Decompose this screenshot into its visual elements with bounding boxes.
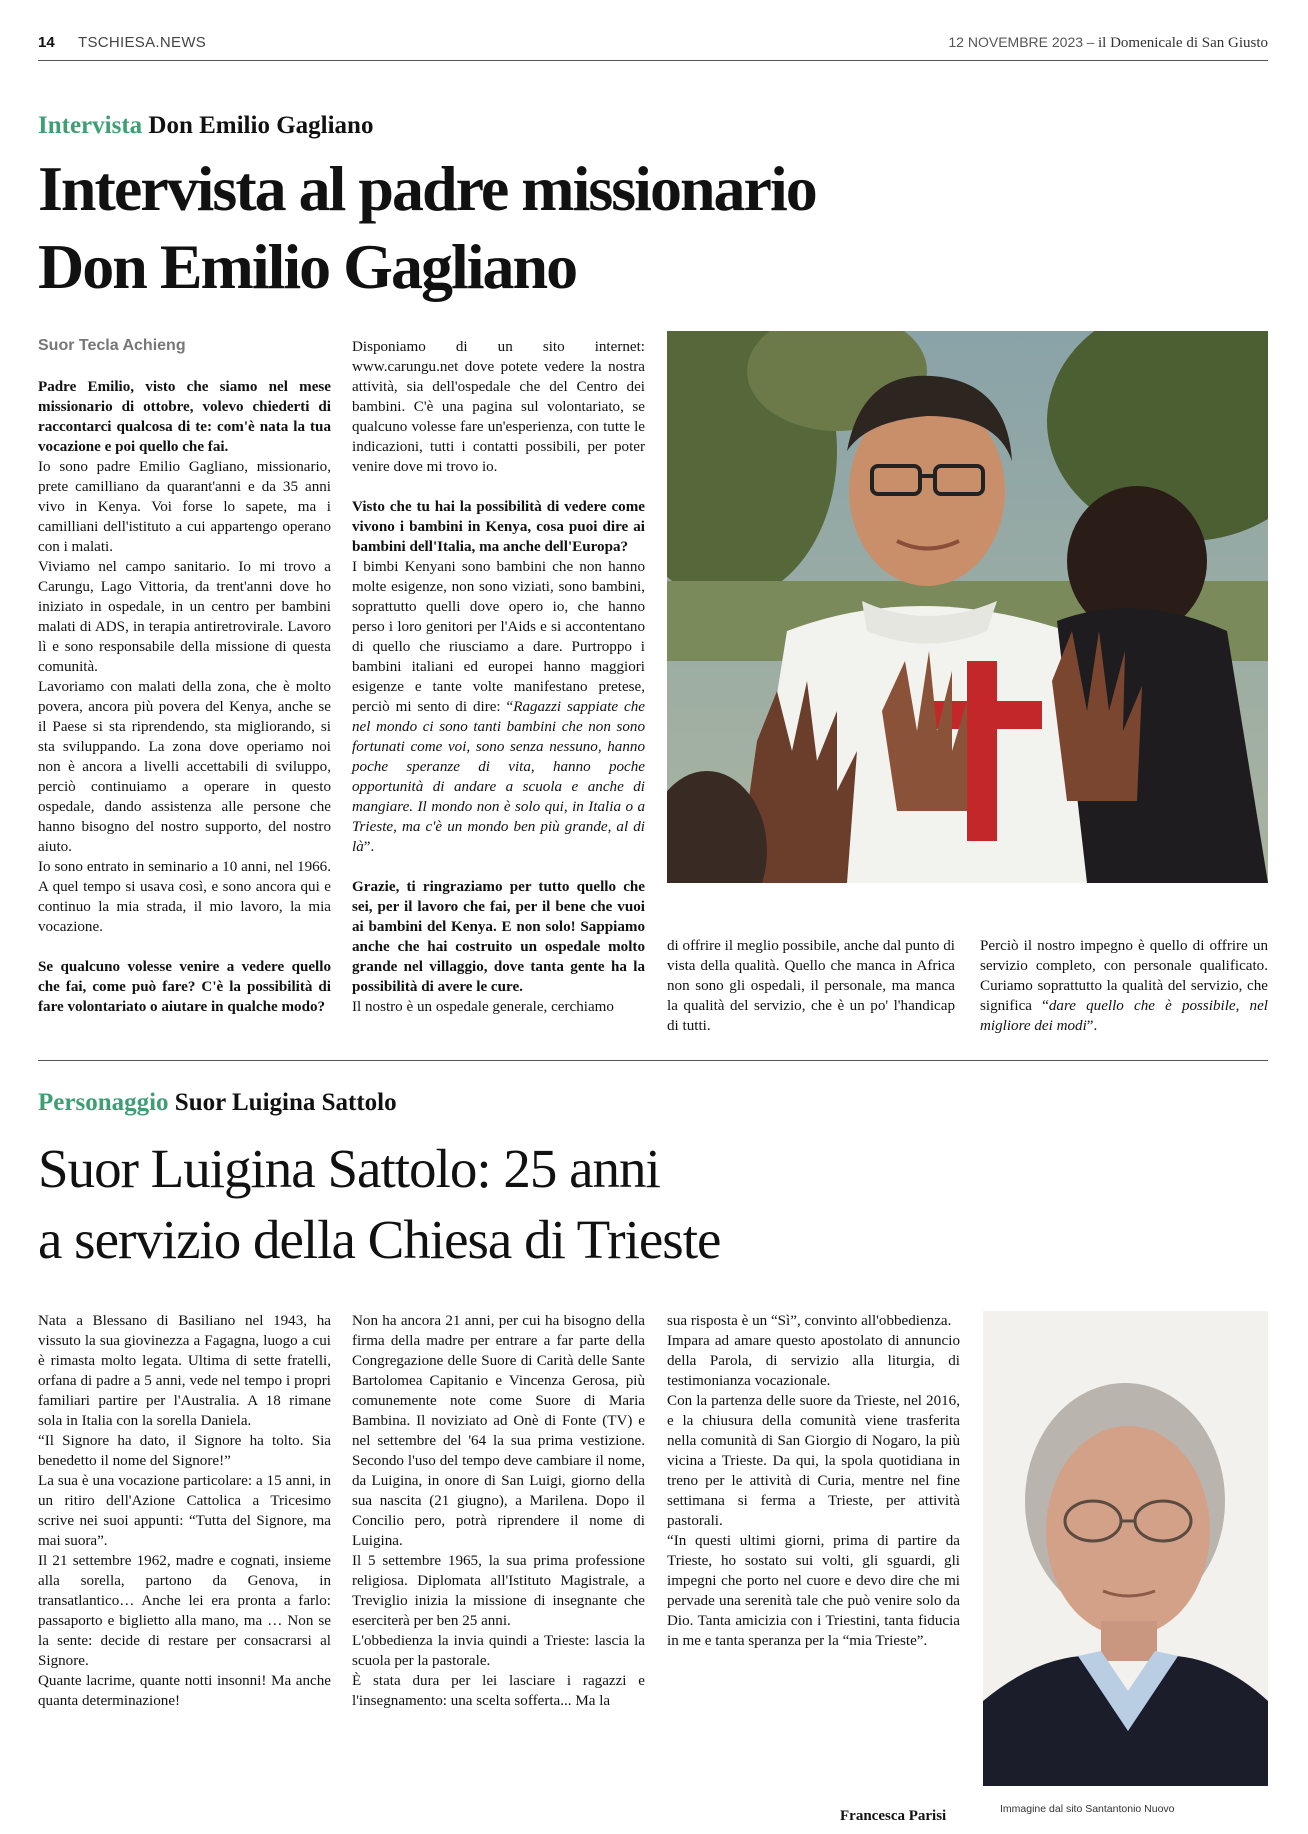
dateline-separator: – (1083, 35, 1099, 51)
article1-headline (38, 150, 1138, 306)
publication-name: il Domenicale di San Giusto (1098, 35, 1268, 51)
paragraph-text: Lavoriamo con malati della zona, che è molto povera, ancora più povera del Kenya, anche se il Paese si sta riprendendo, sta migliorando, si sta sviluppando. La zona dove operiamo noi non è ancora a livelli accettabili di sviluppo, perciò continuiamo a operare in questo ospedale, dando assistenza alle persone che hanno bisogno del nostro supporto, del nostro aiuto. (38, 679, 331, 855)
paragraph: Impara ad amare questo apostolato di annuncio della Parola, di servizio alla liturgia, di testimonianza vocazionale. (667, 1333, 960, 1389)
page-number: 14 (38, 34, 55, 51)
article1-title-line2: Don Emilio Gagliano (38, 231, 577, 302)
paragraph: “In questi ultimi giorni, prima di partire da Trieste, ho sostato sui volti, gli sguardi, gli impegni che porto nel cuore e devo dire che mi pervade una serenità tale che può venire solo da Dio. Tanta amicizia con i Triestini, tanta fiducia in me e tanta speranza per la “mia Trieste”. (667, 1533, 960, 1649)
paragraph: sua risposta è un “Sì”, convinto all'obbedienza. (667, 1313, 952, 1329)
article1-column-1 (38, 377, 331, 1017)
paragraph (352, 997, 645, 1017)
paragraph: di offrire il meglio possibile, anche dal punto di vista della qualità. Quello che manca in Africa non sono gli ospedali, il personale, ma manca la qualità del servizio, che è un po' l'handicap di tutti. (667, 938, 955, 1034)
article2-signature: Francesca Parisi (840, 1808, 947, 1824)
paragraph-gap (38, 937, 331, 957)
article2-category: Personaggio (38, 1089, 169, 1116)
paragraph (38, 677, 331, 857)
article1-title-line1: Intervista al padre missionario (38, 153, 816, 224)
paragraph-text: Disponiamo di un sito internet: www.carungu.net dove potete vedere la nostra attività, sia dell'ospedale che del Centro dei bambini. C'è una pagina sul volontariato, se qualcuno volesse fare un'esperienza, con tutte le indicazioni, tutti i contatti possibili, per poter venire dove mi trovo io. (352, 339, 645, 475)
dateline (948, 34, 1268, 52)
paragraph-text: Visto che tu hai la possibilità di vedere come vivono i bambini in Kenya, cosa puoi dire ai bambini dell'Italia, ma anche dell'Europa? (352, 499, 645, 555)
article1-kicker (38, 112, 373, 140)
paragraph: Con la partenza delle suore da Trieste, nel 2016, e la chiusura della comunità viene trasferita nella comunità di San Giorgio di Nogaro, la più vicina a Trieste. Da qui, la spola quotidiana in treno per le attività di Curia, mentre nel fine settimana si ferma a Trieste, per attività pastorali. (667, 1393, 960, 1529)
nun-photo-caption: Immagine dal sito Santantonio Nuovo (1000, 1803, 1175, 1815)
paragraph-text: Io sono padre Emilio Gagliano, missionario, prete camilliano da quarant'anni e da 35 anni vivo in Kenya. Voi forse lo sapete, ma i camilliani dell'istituto a cui appartengo operano con i malati. (38, 459, 331, 555)
paragraph (38, 557, 331, 677)
paragraph-text: Il nostro è un ospedale generale, cerchiamo (352, 999, 614, 1015)
paragraph: Il 5 settembre 1965, la sua prima professione religiosa. Diplomata all'Istituto Magistrale, a Treviglio inizia la missione di insegnante che eserciterà per ben 25 anni. (352, 1553, 645, 1629)
paragraph: Non ha ancora 21 anni, per cui ha bisogno della firma della madre per entrare a far parte della Congregazione delle Suore di Carità delle Sante Bartolomea Capitanio e Vincenza Gerosa, più comunemente note come Suore di Maria Bambina. Il noviziato ad Onè di Fonte (TV) e nel settembre del '64 la sua prima vestizione. Secondo l'uso del tempo deve cambiare il nome, da Luigina, in onore di San Luigi, giorno della sua nascita (21 giugno), a Marilena. Dopo il Concilio pero, potrà riprendere il nome di Luigina. (352, 1313, 645, 1549)
paragraph-text: Padre Emilio, visto che siamo nel mese missionario di ottobre, volevo chiederti di raccontarci qualcosa di te: com'è nata la tua vocazione e poi quello che fai. (38, 379, 331, 455)
interview-question (352, 877, 645, 997)
nun-portrait-illustration (983, 1311, 1268, 1786)
paragraph (352, 557, 645, 857)
site-name[interactable]: TSCHIESA.NEWS (78, 34, 207, 51)
paragraph (38, 857, 331, 937)
article1-category: Intervista (38, 112, 143, 139)
issue-date: 12 NOVEMBRE 2023 (948, 34, 1084, 50)
paragraph: È stata dura per lei lasciare i ragazzi e l'insegnamento: una scelta sofferta... Ma la (352, 1673, 645, 1709)
paragraph: “Il Signore ha dato, il Signore ha tolto. Sia benedetto il nome del Signore!” (38, 1433, 331, 1469)
paragraph-text: ”. (1086, 1018, 1098, 1034)
interview-question (38, 957, 331, 1017)
paragraph-gap (352, 857, 645, 877)
missionary-photo (667, 331, 1268, 883)
article1-kicker-name: Don Emilio Gagliano (142, 112, 374, 139)
article1-column-2 (352, 337, 645, 1017)
article2-column-2 (352, 1311, 645, 1711)
article1-column-4 (980, 936, 1268, 1036)
article1-column-3 (667, 936, 955, 1036)
paragraph: Quante lacrime, quante notti insonni! Ma anche quanta determinazione! (38, 1673, 331, 1709)
article2-title-line1: Suor Luigina Sattolo: 25 anni (38, 1138, 660, 1199)
paragraph-gap (352, 477, 645, 497)
article2-title-line2: a servizio della Chiesa di Trieste (38, 1209, 721, 1270)
section-divider (38, 1060, 1268, 1061)
paragraph-text: Se qualcuno volesse venire a vedere quello che fai, come può fare? C'è la possibilità di fare volontariato o aiutare in qualche modo? (38, 959, 331, 1015)
paragraph-text: I bimbi Kenyani sono bambini che non hanno molte esigenze, non sono viziati, sono bambini, soprattutto quelli dove opero io, che hanno perso i loro genitori per l'Aids e si accontentano di quello che riusciamo a dare. Purtroppo i bambini italiani ed europei hanno maggiori esigenze e tante volte manifestano pretese, perciò mi sento di dire: “ (352, 559, 645, 715)
paragraph: Il 21 settembre 1962, madre e cognati, insieme alla sorella, partono da Genova, in transatlantico… Anche lei era pronta a farlo: passaporto e biglietto alla mano, ma … Non se la sente: decide di restare per consacrarsi al Signore. (38, 1553, 331, 1669)
header-rule (38, 60, 1268, 61)
paragraph-text: Perciò il nostro impegno è quello di offrire un servizio completo, con personale qualificato. Curiamo soprattutto la qualità del servizio, che significa “ (980, 938, 1268, 1014)
missionary-photo-illustration (667, 331, 1268, 883)
article2-kicker (38, 1089, 397, 1117)
paragraph-text: ”. (363, 839, 375, 855)
quote-emphasis: dare quello che è possibile, nel migliore dei modi (980, 998, 1268, 1034)
paragraph (980, 936, 1268, 1036)
paragraph-text: Io sono entrato in seminario a 10 anni, nel 1966. A quel tempo si usava così, e sono ancora qui e continuo la mia strada, il mio lavoro, la mia vocazione. (38, 859, 331, 935)
article2-column-1 (38, 1311, 331, 1711)
paragraph: L'obbedienza la invia quindi a Trieste: lascia la scuola per la pastorale. (352, 1633, 645, 1669)
nun-portrait-photo (983, 1311, 1268, 1786)
paragraph: Nata a Blessano di Basiliano nel 1943, ha vissuto la sua giovinezza a Fagagna, luogo a cui è rimasta molto legata. Ultima di sette fratelli, orfana di padre a 5 anni, vede nel tempo i propri familiari partire per l'Australia. A 18 rimane sola in Italia con la sorella Daniela. (38, 1313, 331, 1429)
article1-author: Suor Tecla Achieng (38, 337, 186, 354)
paragraph (352, 337, 645, 477)
interview-question (38, 377, 331, 457)
quote-emphasis: Ragazzi sappiate che nel mondo ci sono tanti bambini che non sono fortunati come voi, sono senza nessuno, hanno poche speranze di vita, hanno poche opportunità di andare a scuola e anche di mangiare. Il mondo non è solo qui, in Italia o a Trieste, ma c'è un mondo ben più grande, al di là (352, 699, 645, 855)
paragraph-text: Viviamo nel campo sanitario. Io mi trovo a Carungu, Lago Vittoria, da trent'anni dove ho iniziato in ospedale, in un centro per bambini malati di ADS, in terapia antiretrovirale. Lavoro lì e sono responsabile della missione di questa comunità. (38, 559, 331, 675)
article2-kicker-name: Suor Luigina Sattolo (168, 1089, 397, 1116)
paragraph-text: Grazie, ti ringraziamo per tutto quello che sei, per il lavoro che fai, per il bene che vuoi ai bambini del Kenya. E non solo! Sappiamo anche che hai costruito un ospedale molto grande nel villaggio, dove tanta gente ha la possibilità di avere le cure. (352, 879, 645, 995)
article2-column-3 (667, 1311, 960, 1651)
paragraph: La sua è una vocazione particolare: a 15 anni, in un ritiro dell'Azione Cattolica a Tricesimo scrive nei suoi appunti: “Tutta del Signore, ma mai suora”. (38, 1473, 331, 1549)
article2-headline (38, 1133, 1138, 1275)
paragraph (38, 457, 331, 557)
interview-question (352, 497, 645, 557)
